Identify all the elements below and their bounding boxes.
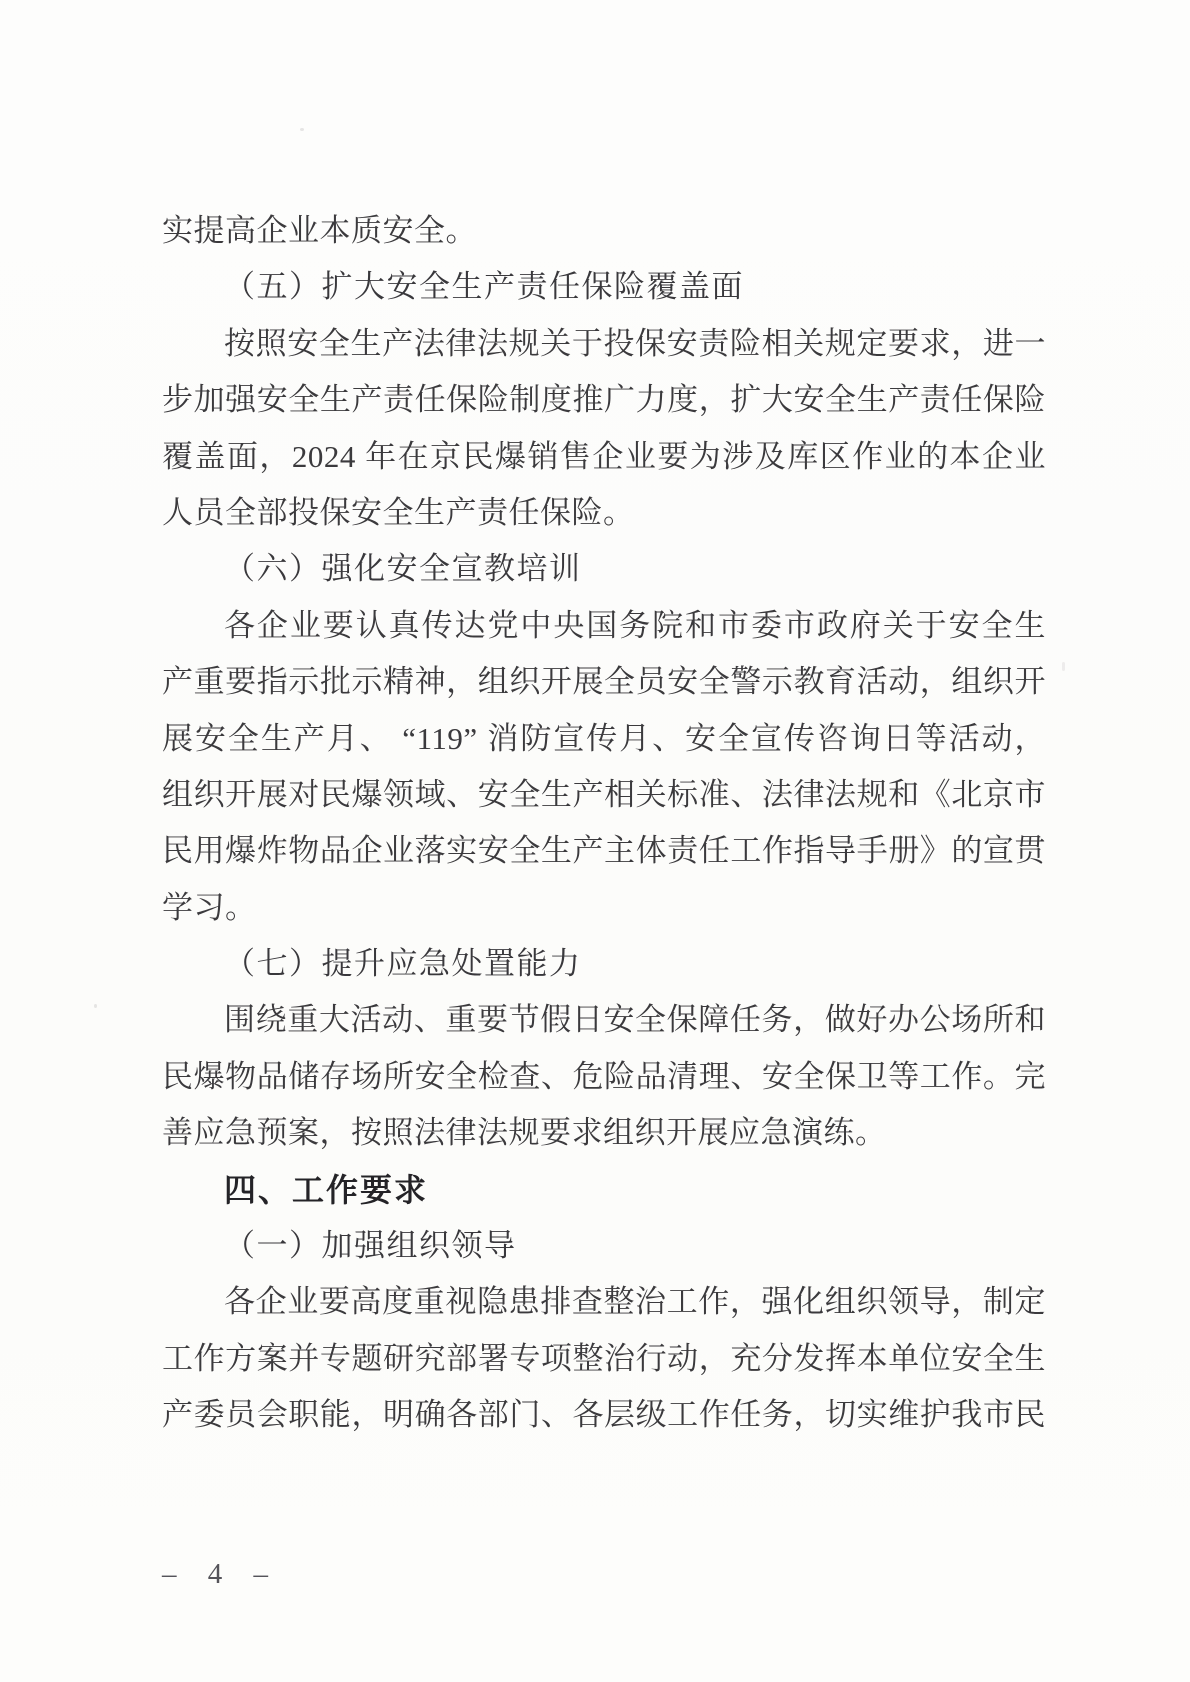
body-line: 步加强安全生产责任保险制度推广力度，扩大安全生产责任保险: [162, 382, 1046, 418]
body-line: 学习。: [162, 889, 257, 925]
body-line: 善应急预案，按照法律法规要求组织开展应急演练。: [162, 1115, 887, 1151]
page-number: – 4 –: [162, 1558, 277, 1590]
body-line: 产重要指示批示精神，组织开展全员安全警示教育活动，组织开: [162, 664, 1046, 700]
body-line: 民用爆炸物品企业落实安全生产主体责任工作指导手册》的宣贯: [162, 833, 1046, 869]
scan-speck: [300, 128, 304, 131]
body-line: 人员全部投保安全生产责任保险。: [162, 494, 635, 530]
scan-speck: [1062, 662, 1065, 671]
body-line: 民爆物品储存场所安全检查、危险品清理、安全保卫等工作。完: [162, 1058, 1046, 1094]
heading-item-1: （一）加强组织领导: [224, 1228, 517, 1264]
heading-item-5: （五）扩大安全生产责任保险覆盖面: [224, 269, 744, 305]
section-heading-4: 四、工作要求: [224, 1171, 429, 1208]
scan-speck: [94, 1004, 97, 1008]
body-line: 各企业要高度重视隐患排查整治工作，强化组织领导，制定: [224, 1284, 1046, 1320]
body-line: 按照安全生产法律法规关于投保安责险相关规定要求，进一: [224, 325, 1046, 361]
body-line: 实提高企业本质安全。: [162, 213, 477, 248]
heading-item-6: （六）强化安全宣教培训: [224, 551, 582, 587]
body-line: 展安全生产月、 “119” 消防宣传月、安全宣传咨询日等活动，: [162, 720, 1046, 756]
body-line: 组织开展对民爆领域、安全生产相关标准、法律法规和《北京市: [162, 776, 1046, 812]
body-line: 覆盖面，2024 年在京民爆销售企业要为涉及库区作业的本企业: [162, 438, 1046, 474]
body-line: 围绕重大活动、重要节假日安全保障任务，做好办公场所和: [224, 1002, 1046, 1038]
body-line: 产委员会职能，明确各部门、各层级工作任务，切实维护我市民: [162, 1397, 1046, 1433]
body-line: 各企业要认真传达党中央国务院和市委市政府关于安全生: [224, 607, 1046, 643]
heading-item-7: （七）提升应急处置能力: [224, 946, 582, 982]
body-line: 工作方案并专题研究部署专项整治行动，充分发挥本单位安全生: [162, 1340, 1046, 1376]
document-text-block: [162, 203, 1046, 1444]
